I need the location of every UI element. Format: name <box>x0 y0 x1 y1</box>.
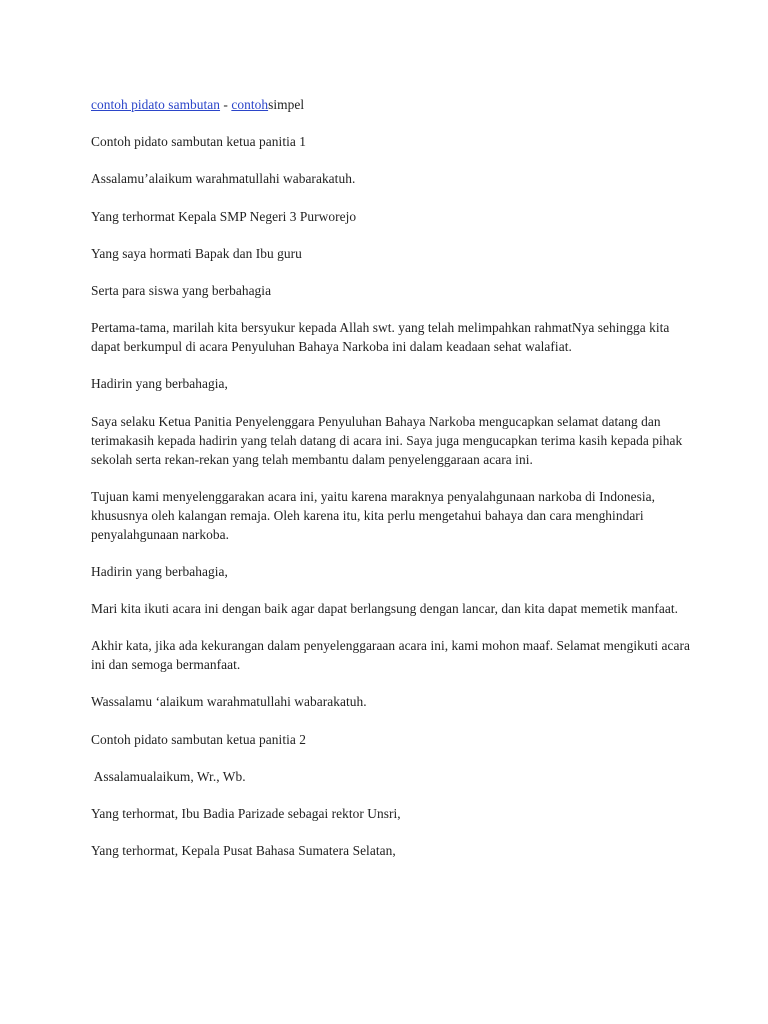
paragraph-farewell: Wassalamu ‘alaikum warahmatullahi wabarakatuh. <box>91 694 367 710</box>
paragraph-greeting: Assalamu’alaikum warahmatullahi wabarakatuh. <box>91 171 356 187</box>
header-suffix: simpel <box>268 97 305 112</box>
paragraph-closing: Akhir kata, jika ada kekurangan dalam penyelenggaraan acara ini, kami mohon maaf. Selamat mengikuti acara ini dan semoga bermanfaat. <box>91 638 691 673</box>
paragraph-opening: Pertama-tama, marilah kita bersyukur kepada Allah swt. yang telah melimpahkan rahmatNya sehingga kita dapat berkumpul di acara Penyuluhan Bahaya Narkoba ini dalam keadaan sehat walafiat. <box>91 320 670 355</box>
header-separator: - <box>220 97 232 112</box>
paragraph-address-principal: Yang terhormat Kepala SMP Negeri 3 Purworejo <box>91 208 357 224</box>
paragraph-address-rector: Yang terhormat, Ibu Badia Parizade sebagai rektor Unsri, <box>91 806 401 821</box>
paragraph-address-teachers: Yang saya hormati Bapak dan Ibu guru <box>91 245 302 261</box>
paragraph-title-2: Contoh pidato sambutan ketua panitia 2 <box>91 731 306 747</box>
paragraph-title-1: Contoh pidato sambutan ketua panitia 1 <box>91 134 306 150</box>
paragraph-invitation: Mari kita ikuti acara ini dengan baik agar dapat berlangsung dengan lancar, dan kita dapat memetik manfaat. <box>91 601 679 617</box>
paragraph-address-students: Serta para siswa yang berbahagia <box>91 282 272 298</box>
paragraph-greeting-2: Assalamualaikum, Wr., Wb. <box>91 768 246 784</box>
header-line <box>91 95 691 114</box>
link-contoh[interactable]: contoh <box>231 97 269 112</box>
paragraph-audience-1: Hadirin yang berbahagia, <box>91 376 228 392</box>
paragraph-welcome: Saya selaku Ketua Panitia Penyelenggara Penyuluhan Bahaya Narkoba mengucapkan selamat datang dan terimakasih kepada hadirin yang telah datang di acara ini. Saya juga mengucapkan terima kasih kepada pihak sekolah serta rekan-rekan yang telah membantu dalam penyelenggaraan acara ini. <box>91 413 683 467</box>
document-body <box>91 95 691 878</box>
paragraph-purpose: Tujuan kami menyelenggarakan acara ini, yaitu karena maraknya penyalahgunaan narkoba di Indonesia, khususnya oleh kalangan remaja. Oleh karena itu, kita perlu mengetahui bahaya dan cara menghindari penyalahgunaan narkoba. <box>91 488 655 542</box>
paragraph-address-language-center: Yang terhormat, Kepala Pusat Bahasa Sumatera Selatan, <box>91 843 396 859</box>
paragraph-audience-2: Hadirin yang berbahagia, <box>91 563 228 579</box>
link-contoh-pidato-sambutan[interactable]: contoh pidato sambutan <box>91 97 221 112</box>
